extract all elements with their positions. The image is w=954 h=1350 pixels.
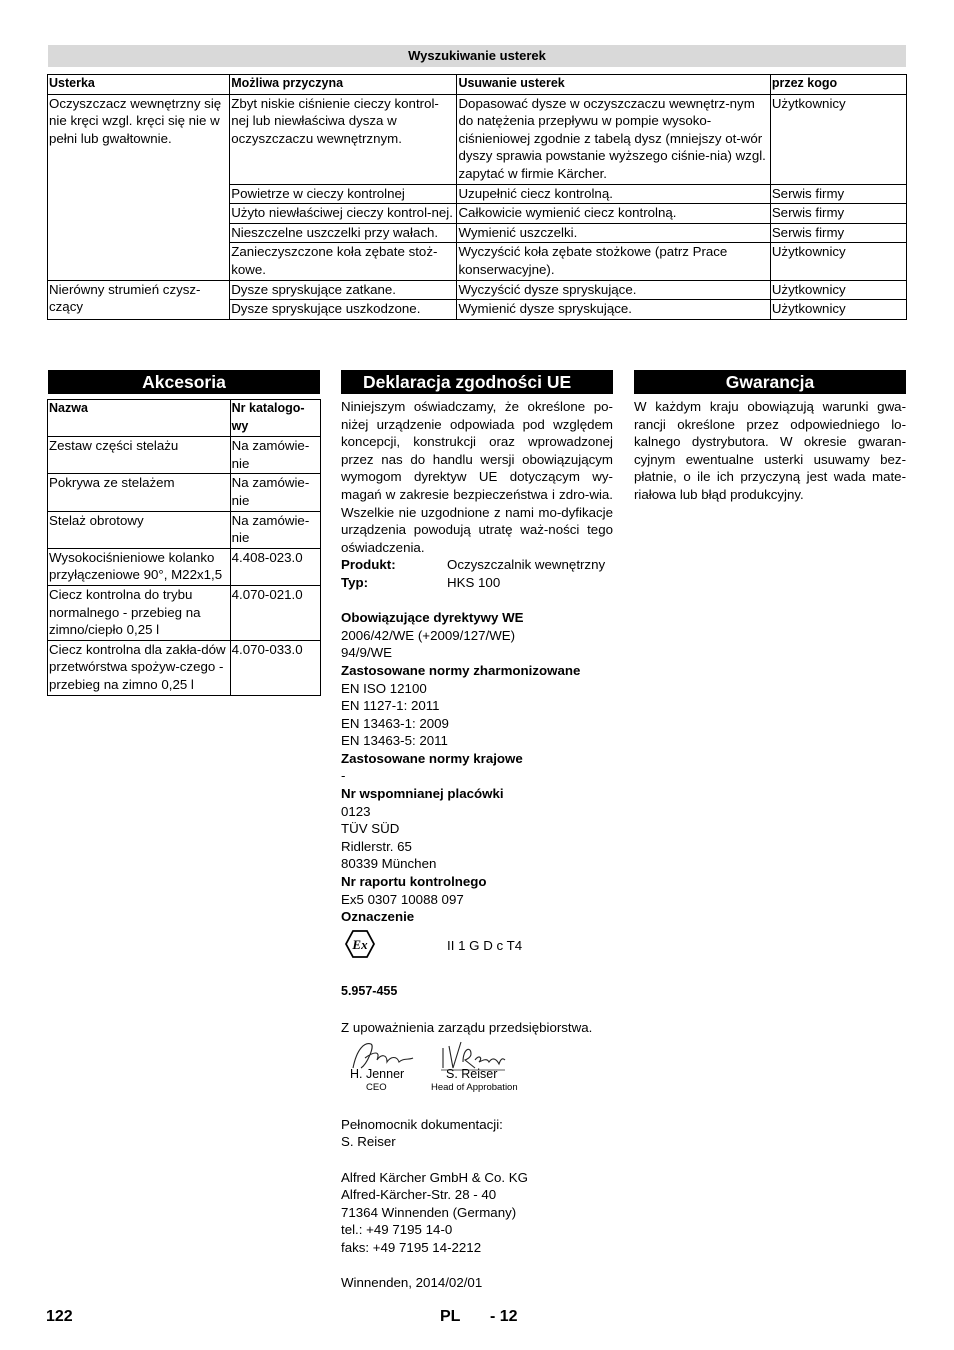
troubleshooting-title: Wyszukiwanie usterek (48, 45, 906, 67)
table-row (48, 548, 321, 585)
marking-row (341, 926, 613, 966)
remedy-cell: Wyczyścić koła zębate stożkowe (patrz Prace konserwacyjne). (457, 243, 770, 280)
responsible-cell: Serwis firmy (770, 204, 906, 224)
table-row (48, 280, 907, 300)
declaration-intro: Niniejszym oświadczamy, że określone po-niżej urządzenie odpowiada pod względem koncepcji, konstrukcji oraz wprowadzonej przez nas do handlu wersji obowiązującym wymogom dyrektyw UE dotyczącym wy-magań w zakresie bezpieczeństwa i zdro-wia. Wszelkie nie uzgodnione z nami mo-dyfikacje urządzenia powodują utratę waż-ności tego oświadczenia. (341, 399, 613, 555)
remedy-cell: Wyczyścić dysze spryskujące. (457, 280, 770, 300)
type-row (341, 574, 613, 592)
remedy-cell: Wymienić dysze spryskujące. (457, 300, 770, 320)
table-row (48, 437, 321, 474)
accessory-number: 4.408-023.0 (230, 548, 320, 585)
cause-cell: Zbyt niskie ciśnienie cieczy kontrol-nej lub niewłaściwa dysza w oczyszczaczu wewnętrznym. (230, 94, 457, 184)
accessory-number: 4.070-021.0 (230, 585, 320, 640)
cause-cell: Nieszczelne uszczelki przy wałach. (230, 223, 457, 243)
accessory-name: Ciecz kontrolna dla zakła-dów przetwórstwa spożyw-czego - przebieg na zimno 0,25 l (48, 640, 231, 695)
accessory-name: Ciecz kontrolna do trybu normalnego - przebieg na zimno/ciepło 0,25 l (48, 585, 231, 640)
section-page-number: - 12 (490, 1308, 518, 1325)
remedy-cell: Wymienić uszczelki. (457, 223, 770, 243)
company-line: Alfred Kärcher GmbH & Co. KG (341, 1169, 528, 1185)
responsible-cell: Użytkownicy (770, 243, 906, 280)
notified-line: TÜV SÜD (341, 821, 400, 837)
signer2-role: Head of Approbation (431, 1082, 518, 1094)
directive-item: 2006/42/WE (+2009/127/WE) (341, 627, 516, 643)
notified-line: Ridlerstr. 65 (341, 838, 412, 854)
type-label: Typ: (341, 574, 369, 590)
remedy-cell: Uzupełnić ciecz kontrolną. (457, 184, 770, 204)
remedy-cell: Całkowicie wymienić ciecz kontrolną. (457, 204, 770, 224)
company-line: 71364 Winnenden (Germany) (341, 1204, 517, 1220)
cause-cell: Powietrze w cieczy kontrolnej (230, 184, 457, 204)
table-row (48, 511, 321, 548)
svg-text:Ex: Ex (352, 936, 368, 952)
accessory-name: Wysokociśnieniowe kolanko przyłączeniowe 90°, M22x1,5 (48, 548, 231, 585)
national-label: Zastosowane normy krajowe (341, 750, 523, 766)
company-line: tel.: +49 7195 14-0 (341, 1222, 453, 1238)
company-line: faks: +49 7195 14-2212 (341, 1239, 482, 1255)
cause-cell: Zanieczyszczone koła zębate stoż-kowe. (230, 243, 457, 280)
page-number: 122 (46, 1308, 73, 1325)
accessory-name: Pokrywa ze stelażem (48, 474, 231, 511)
signer2-name: S. Reiser (446, 1067, 498, 1082)
norm-item: EN 13463-5: 2011 (341, 733, 448, 749)
table-header-row (48, 75, 907, 95)
warranty-title: Gwarancja (634, 370, 906, 394)
place-date: Winnenden, 2014/02/01 (341, 1275, 483, 1291)
responsible-cell: Użytkownicy (770, 280, 906, 300)
norm-item: EN 1127-1: 2011 (341, 698, 440, 714)
product-row (341, 556, 613, 574)
column-header: Możliwa przyczyna (230, 75, 457, 95)
signer1-name: H. Jenner (350, 1067, 405, 1082)
accessory-number: Na zamówie-nie (230, 437, 320, 474)
notified-line: 0123 (341, 803, 371, 819)
troubleshooting-table (47, 74, 907, 320)
signer1-role: CEO (366, 1082, 387, 1094)
responsible-cell: Użytkownicy (770, 300, 906, 320)
report-value: Ex5 0307 10088 097 (341, 891, 464, 907)
norm-item: EN ISO 12100 (341, 680, 427, 696)
cause-cell: Użyto niewłaściwej cieczy kontrol-nej. (230, 204, 457, 224)
cause-cell: Dysze spryskujące uszkodzone. (230, 300, 457, 320)
accessories-title: Akcesoria (48, 370, 320, 394)
norm-item: EN 13463-1: 2009 (341, 715, 449, 731)
product-label: Produkt: (341, 557, 396, 573)
fault-cell: Oczyszczacz wewnętrzny się nie kręci wzgl. kręci się nie w pełni lub gwałtownie. (48, 94, 230, 280)
declaration-body (341, 398, 613, 1292)
responsible-cell: Serwis firmy (770, 184, 906, 204)
authority-text: Z upoważnienia zarządu przedsiębiorstwa. (341, 1019, 593, 1035)
notified-line: 80339 München (341, 856, 437, 872)
declaration-title: Deklaracja zgodności UE (341, 370, 613, 394)
directive-item: 94/9/WE (341, 645, 392, 661)
cause-cell: Dysze spryskujące zatkane. (230, 280, 457, 300)
company-line: Alfred-Kärcher-Str. 28 - 40 (341, 1187, 497, 1203)
type-value: HKS 100 (447, 574, 501, 590)
column-header: przez kogo (770, 75, 906, 95)
ex-hexagon-icon (345, 930, 375, 958)
column-header: Nazwa (48, 400, 231, 437)
directives-label: Obowiązujące dyrektywy WE (341, 610, 524, 626)
responsible-cell: Serwis firmy (770, 223, 906, 243)
column-header: Nr katalogo-wy (230, 400, 320, 437)
warranty-text: W każdym kraju obowiązują warunki gwa-rancji określone przez odpowiedniego lo-kalnego dystrybutora. W okresie gwaran-cyjnym ewentualne usterki usuwamy bez-płatnie, o ile ich przyczyną jest wada mate-riałowa lub błąd produkcyjny. (634, 399, 906, 502)
table-row (48, 474, 321, 511)
table-header-row (48, 400, 321, 437)
table-row (48, 94, 907, 184)
harmonized-label: Zastosowane normy zharmonizowane (341, 662, 581, 678)
notified-body-label: Nr wspomnianej placówki (341, 786, 504, 802)
table-row (48, 640, 321, 695)
fault-cell: Nierówny strumień czysz-czący (48, 280, 230, 319)
remedy-cell: Dopasować dysze w oczyszczaczu wewnętrz-nym do natężenia przepływu w pompie wysoko-ciśnieniowej zgodnie z tabelą dysz (mniejszy ot-wór dyszy sprawia powstanie wyższego ciśnie-nia) wzgl. zapytać w firmie Kärcher. (457, 94, 770, 184)
column-header: Usterka (48, 75, 230, 95)
national-value: - (341, 768, 346, 784)
accessory-name: Stelaż obrotowy (48, 511, 231, 548)
signatures (341, 1036, 613, 1098)
documentation-rep-name: S. Reiser (341, 1134, 396, 1150)
accessory-name: Zestaw części stelażu (48, 437, 231, 474)
accessory-number: Na zamówie-nie (230, 511, 320, 548)
accessories-table (47, 399, 321, 696)
product-value: Oczyszczalnik wewnętrzny (447, 557, 606, 573)
documentation-rep-label: Pełnomocnik dokumentacji: (341, 1116, 503, 1132)
report-label: Nr raportu kontrolnego (341, 874, 487, 890)
language-code: PL (440, 1308, 461, 1325)
column-header: Usuwanie usterek (457, 75, 770, 95)
marking-value: II 1 G D c T4 (447, 937, 523, 953)
accessory-number: Na zamówie-nie (230, 474, 320, 511)
responsible-cell: Użytkownicy (770, 94, 906, 184)
accessory-number: 4.070-033.0 (230, 640, 320, 695)
marking-label: Oznaczenie (341, 909, 415, 925)
table-row (48, 585, 321, 640)
document-number: 5.957-455 (341, 984, 398, 999)
